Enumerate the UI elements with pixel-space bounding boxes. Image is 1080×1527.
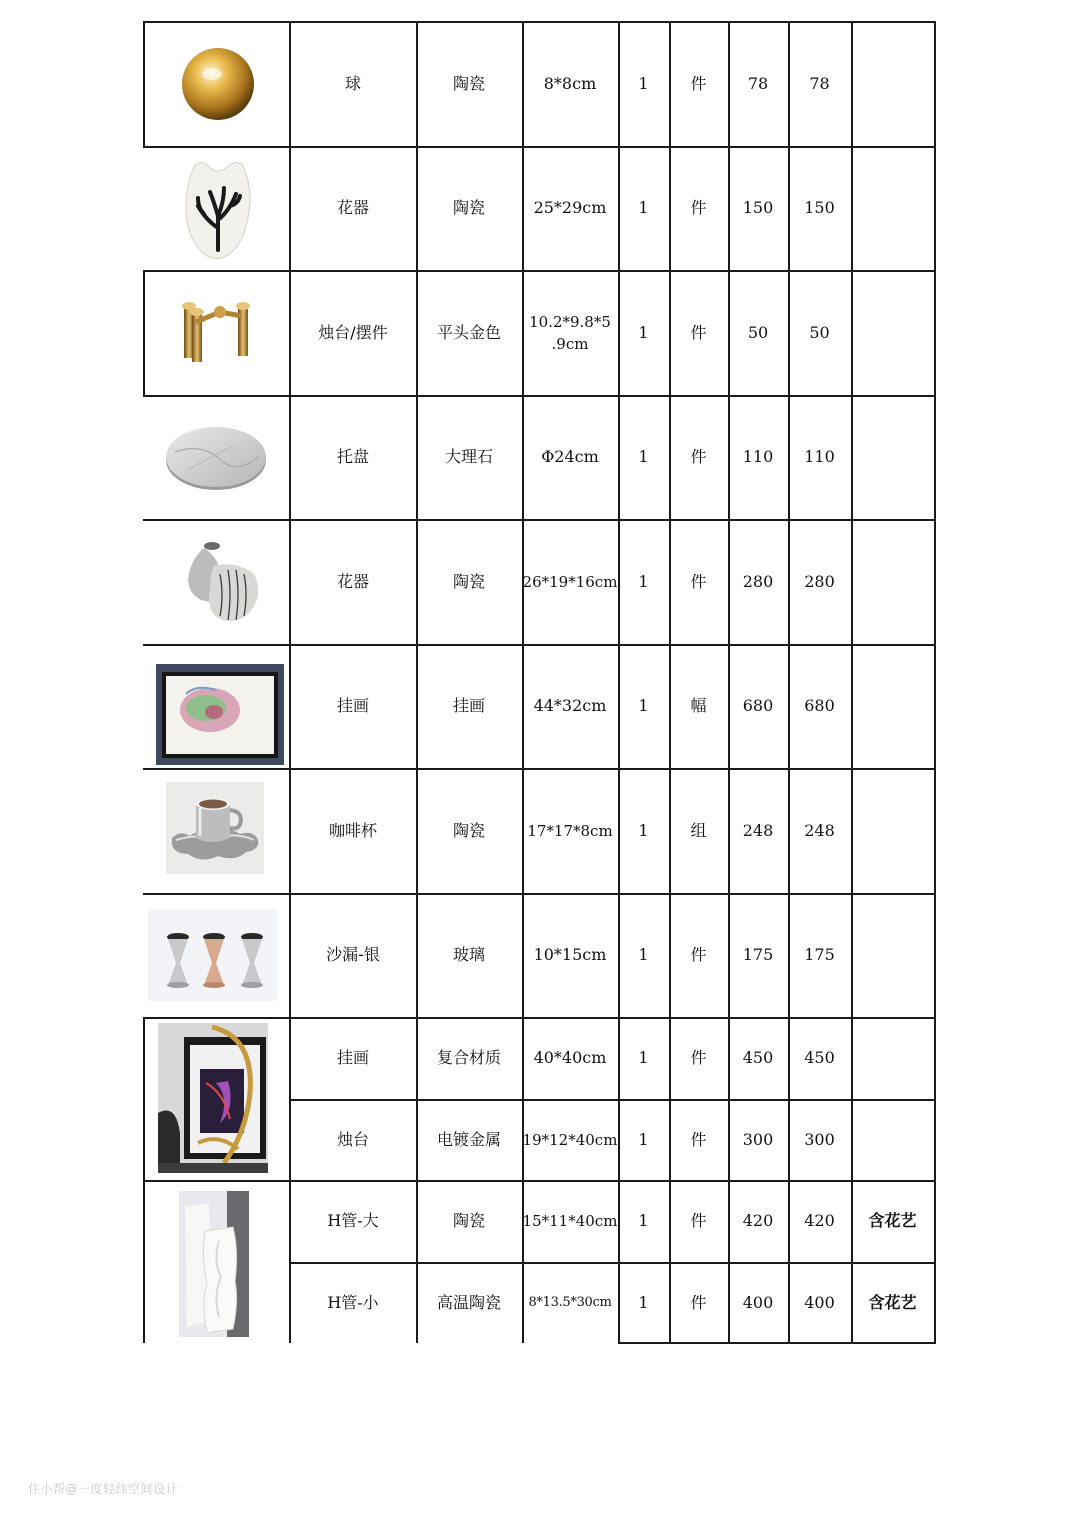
row6-price: 680: [742, 696, 774, 715]
row2-note: [851, 146, 934, 270]
row10-unit: 件: [690, 1129, 707, 1149]
row4-total: 110: [804, 447, 835, 466]
row12-unit: 件: [690, 1292, 707, 1312]
row4-material: 大理石: [444, 447, 493, 466]
row3-qty: 1: [638, 322, 649, 342]
row9-unit: 件: [690, 1048, 707, 1067]
row12-note: 含花艺: [868, 1292, 917, 1312]
row12-name: H管-小: [327, 1292, 379, 1312]
row4-note: [851, 395, 934, 519]
row2-price: 150: [742, 198, 774, 217]
row6-size: 44*32cm: [533, 696, 607, 715]
row10-qty: 1: [638, 1129, 649, 1149]
row11-qty: 1: [638, 1211, 649, 1230]
row2-size: 25*29cm: [533, 198, 607, 217]
row11-size: 15*11*40cm: [522, 1212, 618, 1230]
row11-unit: 件: [690, 1211, 707, 1230]
row1-unit: 件: [690, 73, 707, 93]
row1-material: 陶瓷: [452, 73, 485, 93]
silver-coffee-cup-icon: [166, 782, 264, 874]
row12-size: 8*13.5*30cm: [528, 1294, 612, 1310]
row4-price: 110: [742, 447, 774, 466]
row6-material: 挂画: [452, 696, 485, 715]
row7-price: 248: [742, 820, 774, 840]
row11-note: 含花艺: [868, 1211, 917, 1230]
art-and-candlestick-icon: [158, 1023, 268, 1173]
row2-name: 花器: [336, 198, 369, 217]
row12-qty: 1: [638, 1292, 649, 1312]
column-divider: [143, 1017, 145, 1343]
row8-note: [851, 893, 934, 1017]
column-divider: [934, 21, 936, 1343]
row8-material: 玻璃: [452, 945, 485, 964]
row8-total: 175: [804, 945, 835, 964]
row2-material: 陶瓷: [452, 198, 485, 217]
row4-name: 托盘: [336, 447, 369, 466]
row4-qty: 1: [638, 447, 649, 466]
row6-unit: 幅: [690, 696, 707, 715]
row8-name: 沙漏-银: [326, 945, 380, 964]
row2-total: 150: [804, 198, 835, 217]
row9-note: [851, 1017, 934, 1099]
gold-candle-holder-icon: [176, 298, 260, 366]
row5-name: 花器: [336, 571, 369, 591]
row4-size: Φ24cm: [541, 447, 599, 466]
watermark: 住小帮@一度轻纬空间设计: [28, 1482, 179, 1496]
row5-unit: 件: [690, 571, 707, 591]
row1-name: 球: [344, 73, 361, 93]
row11-name: H管-大: [327, 1211, 379, 1230]
row10-material: 电镀金属: [436, 1129, 501, 1149]
row5-total: 280: [804, 571, 835, 591]
row3-size: 10.2*9.8*5 .9cm: [529, 312, 611, 353]
row6-total: 680: [804, 696, 835, 715]
row5-material: 陶瓷: [452, 571, 485, 591]
row7-material: 陶瓷: [452, 820, 485, 840]
row5-size: 26*19*16cm: [522, 572, 618, 591]
row7-qty: 1: [638, 820, 649, 840]
row11-material: 陶瓷: [452, 1211, 485, 1230]
row5-price: 280: [742, 571, 774, 591]
row11-price: 420: [742, 1211, 774, 1230]
row3-price: 50: [747, 322, 769, 342]
row3-name: 烛台/摆件: [318, 322, 388, 342]
row12-total: 400: [804, 1292, 835, 1312]
row10-name: 烛台: [336, 1129, 369, 1149]
row1-size: 8*8cm: [543, 73, 597, 93]
row9-material: 复合材质: [436, 1048, 501, 1067]
row3-total: 50: [809, 322, 830, 342]
row12-material: 高温陶瓷: [436, 1292, 501, 1312]
row9-total: 450: [804, 1048, 835, 1067]
row5-qty: 1: [638, 571, 649, 591]
row8-size: 10*15cm: [533, 945, 607, 964]
row7-note: [851, 768, 934, 893]
column-divider: [143, 21, 145, 146]
white-vase-coral-icon: [176, 158, 260, 262]
row4-unit: 件: [690, 447, 707, 466]
row1-qty: 1: [638, 73, 649, 93]
row1-price: 78: [747, 73, 769, 93]
row11-total: 420: [804, 1211, 835, 1230]
row6-name: 挂画: [336, 696, 369, 715]
row10-note: [851, 1099, 934, 1180]
framed-painting-icon: [156, 664, 284, 765]
row9-qty: 1: [638, 1048, 649, 1067]
marble-tray-icon: [163, 422, 269, 494]
row3-note: [851, 270, 934, 395]
white-tube-vases-icon: [179, 1191, 249, 1337]
row8-unit: 件: [690, 945, 707, 964]
hourglass-set-icon: [148, 909, 277, 1001]
row2-unit: 件: [690, 198, 707, 217]
column-divider: [143, 270, 145, 395]
row2-qty: 1: [638, 198, 649, 217]
row3-material: 平头金色: [436, 322, 501, 342]
row12-price: 400: [742, 1292, 774, 1312]
row1-note: [851, 21, 934, 146]
row10-size: 19*12*40cm: [522, 1130, 618, 1149]
row8-price: 175: [742, 945, 774, 964]
gold-sphere-icon: [176, 44, 260, 124]
grey-ceramic-vase-icon: [180, 536, 264, 628]
row10-price: 300: [742, 1129, 774, 1149]
row7-unit: 组: [690, 820, 707, 840]
row5-note: [851, 519, 934, 644]
row9-name: 挂画: [336, 1048, 369, 1067]
row10-total: 300: [804, 1129, 835, 1149]
row6-qty: 1: [638, 696, 649, 715]
row3-unit: 件: [690, 322, 707, 342]
row7-name: 咖啡杯: [328, 820, 377, 840]
row1-total: 78: [809, 73, 830, 93]
row7-size: 17*17*8cm: [527, 821, 613, 840]
row8-qty: 1: [638, 945, 649, 964]
row9-price: 450: [742, 1048, 774, 1067]
row9-size: 40*40cm: [533, 1048, 607, 1067]
row7-total: 248: [804, 820, 835, 840]
row6-note: [851, 644, 934, 768]
